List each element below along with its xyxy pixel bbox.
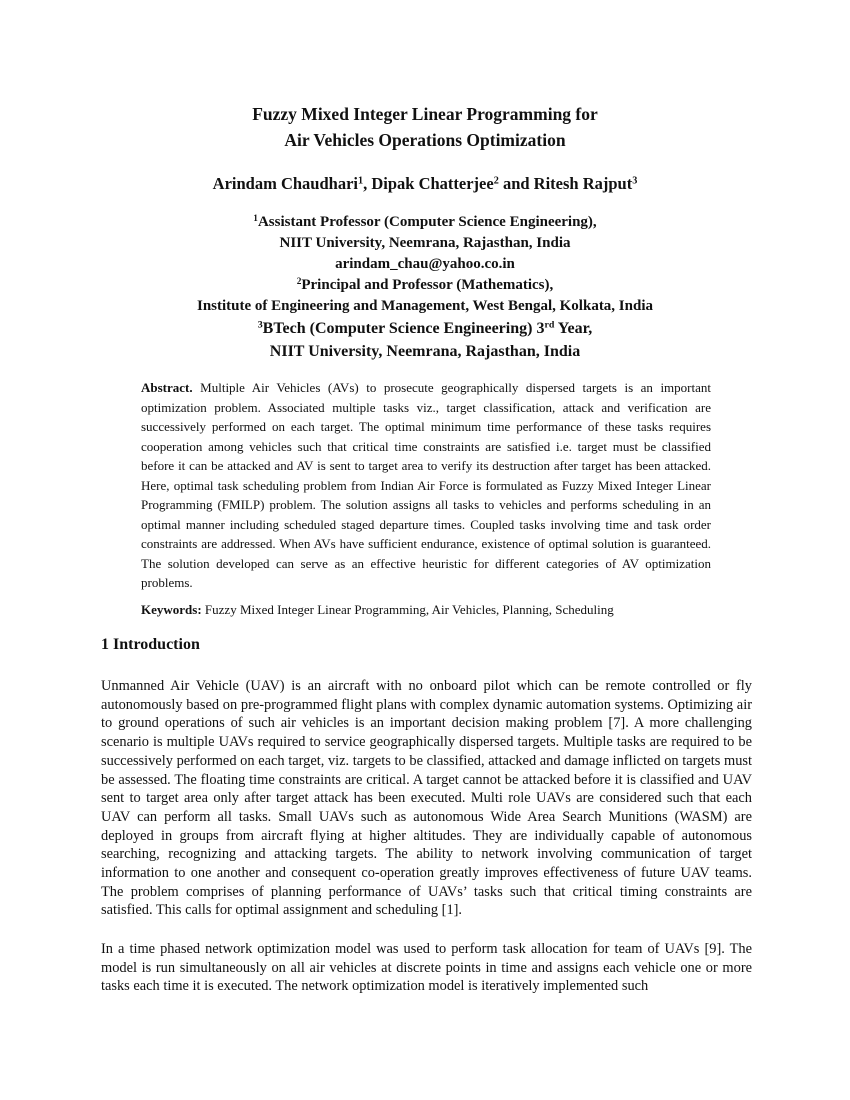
affiliation-2-line-2: Institute of Engineering and Management, West Bengal, Kolkata, India (196, 298, 653, 314)
author-affiliation-marker: 2 (493, 175, 499, 187)
title-line-2: Air Vehicles Operations Optimization (284, 130, 566, 150)
keywords-label: Keywords: (141, 602, 202, 617)
affiliation-3-line-1 (0, 317, 850, 340)
affiliation-1-line-1 (0, 212, 850, 233)
author-separator: and (498, 174, 534, 193)
affiliation-text: BTech (Computer Science Engineering) 3 (262, 320, 545, 337)
author-separator: , (363, 174, 372, 193)
author-email: arindam_chau@yahoo.co.in (335, 256, 515, 272)
affiliation-3-line-2: NIIT University, Neemrana, Rajasthan, India (269, 343, 581, 360)
affiliation-text: Year, (554, 320, 593, 337)
author-name: Arindam Chaudhari (212, 174, 358, 193)
keywords-text: Fuzzy Mixed Integer Linear Programming, Air Vehicles, Planning, Scheduling (201, 602, 614, 617)
ordinal-suffix: rd (544, 319, 555, 331)
affiliation-marker: 3 (257, 319, 263, 331)
title-line-1: Fuzzy Mixed Integer Linear Programming for (252, 104, 598, 124)
affiliation-marker: 1 (253, 213, 258, 224)
author-name: Dipak Chatterjee (371, 174, 494, 193)
author-affiliation-marker: 3 (632, 175, 638, 187)
affiliations (0, 212, 850, 363)
abstract-label: Abstract. (141, 380, 193, 395)
affiliation-2-line-1 (0, 275, 850, 296)
author-affiliation-marker: 1 (357, 175, 364, 187)
abstract (141, 378, 711, 593)
affiliation-marker: 2 (296, 276, 302, 287)
author-list (0, 174, 850, 194)
keywords (141, 600, 711, 619)
paper-title (0, 101, 850, 153)
affiliation-text: Assistant Professor (Computer Science Engineering), (257, 214, 597, 230)
author-name: Ritesh Rajput (533, 174, 633, 193)
section-heading: 1 Introduction (101, 636, 200, 653)
abstract-text: Multiple Air Vehicles (AVs) to prosecute geographically dispersed targets is an important optimization problem. Associated multiple tasks viz., target classification, attack and verification are successively performed on each target. The optimal minimum time performance of these tasks requires cooperation among vehicles such that critical time constraints are satisfied i.e. target must be classified before it can be attacked and AV is sent to target area to verify its destruction after target has been attacked. Here, optimal task scheduling problem from Indian Air Force is formulated as Fuzzy Mixed Integer Linear Programming (FMILP) problem. The solution assigns all tasks to vehicles and performs scheduling in an optimal manner including scheduled staged departure times. Coupled tasks involving time and task order constraints are addressed. When AVs have sufficient endurance, existence of optimal solution is guaranteed. The solution developed can serve as an effective heuristic for different categories of AV optimization problems. (141, 380, 711, 590)
intro-paragraph-1: Unmanned Air Vehicle (UAV) is an aircraft with no onboard pilot which can be remote controlled or fly autonomously based on pre-programmed flight plans with complex dynamic automation systems. Optimizing air to ground operations of such air vehicles is an important decision making problem [7]. A more challenging scenario is multiple UAVs required to service geographically dispersed targets. Multiple tasks are required to be successively performed on each target, viz. targets to be classified, attacked and damage inflicted on targets must be assessed. The floating time constraints are critical. A target cannot be attacked before it is classified and UAV sent to target area only after target attack has been executed. Multi role UAVs are considered such that each UAV can perform all tasks. Small UAVs such as autonomous Wide Area Search Munitions (WASM) are deployed in groups from aircraft flying at higher altitudes. They are individually capable of autonomous searching, recognizing and attacking targets. The ability to network involving communication of target information to one another and consequent co-operation greatly improves effectiveness of future UAV teams. The problem comprises of planning performance of UAVs’ tasks such that critical timing constraints are satisfied. This calls for optimal assignment and scheduling [1]. (101, 678, 752, 919)
affiliation-text: Principal and Professor (Mathematics), (301, 277, 554, 293)
affiliation-1-line-2: NIIT University, Neemrana, Rajasthan, India (279, 235, 571, 251)
intro-paragraph-2: In a time phased network optimization model was used to perform task allocation for team of UAVs [9]. The model is run simultaneously on all air vehicles at discrete points in time and assigns each vehicle one or more tasks each time it is executed. The network optimization model is iteratively implemented such (101, 941, 752, 995)
